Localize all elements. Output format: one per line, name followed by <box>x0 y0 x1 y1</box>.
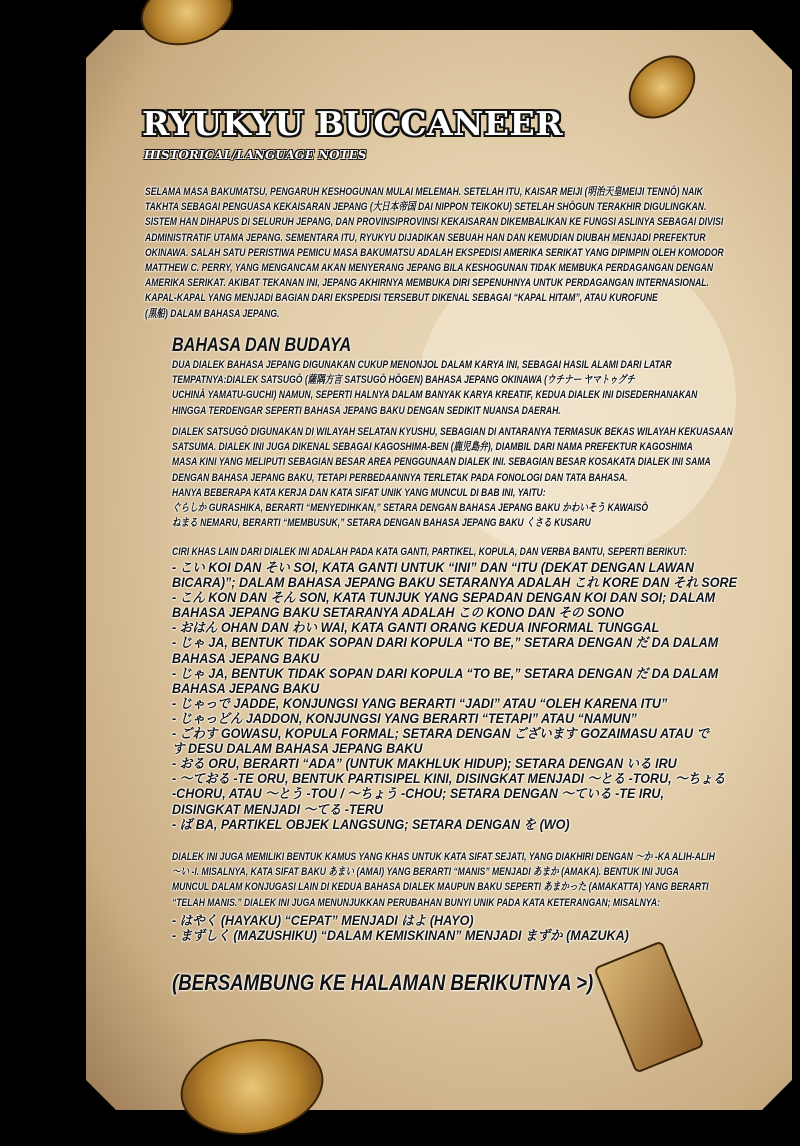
text-line: DIALEK INI JUGA MEMILIKI BENTUK KAMUS YANG KHAS UNTUK KATA SIFAT SEJATI, YANG DIAKHIRI DENGAN 〜か -KA ALIH-ALIH <box>172 851 715 863</box>
list-item: - こん KON DAN そん SON, KATA TUNJUK YANG SEPADAN DENGAN KOI DAN SOI; DALAM <box>172 590 716 606</box>
list-item: - ごわす GOWASU, KOPULA FORMAL; SETARA DENGAN ございます GOZAIMASU ATAU で <box>172 726 710 742</box>
text-line: SISTEM HAN DIHAPUS DI SELURUH JEPANG, DAN PROVINSIPROVINSI KEKAISARAN DIKEMBALIKAN KE FUNGSI ASLINYA SEBAGAI DIVISI <box>145 216 724 229</box>
text-line: 〜い -I. MISALNYA, KATA SIFAT BAKU あまい (AMAI) YANG BERARTI “MANIS” MENJADI あまか (AMAKA). BENTUK INI JUGA <box>172 866 679 879</box>
paragraph-1 <box>172 358 800 419</box>
paragraph-3-intro <box>172 545 800 560</box>
list-item: - はやく (HAYAKU) “CEPAT” MENJADI はよ (HAYO) <box>172 913 474 928</box>
list-item: DISINGKAT MENJADI 〜てる -TERU <box>172 801 384 817</box>
list-item: - じゃっどん JADDON, KONJUNGSI YANG BERARTI “TETAPI” ATAU “NAMUN” <box>172 710 637 726</box>
text-line: HANYA BEBERAPA KATA KERJA DAN KATA SIFAT UNIK YANG MUNCUL DI BAB INI, YAITU: <box>172 486 546 499</box>
list-item: BAHASA JEPANG BAKU <box>172 680 320 696</box>
text-line: DENGAN BAHASA JEPANG BAKU, TETAPI PERBEDAANNYA TERLETAK PADA FONOLOGI DAN TATA BAHASA. <box>172 471 628 484</box>
dialect-bullet-list <box>172 560 780 832</box>
text-line: ADMINISTRATIF UTAMA JEPANG. SEMENTARA ITU, RYUKYU DIJADIKAN SEBUAH HAN DAN KEMUDIAN DIUBAH MENJADI PREFEKTUR <box>145 231 706 244</box>
text-line: SATSUMA. DIALEK INI JUGA DIKENAL SEBAGAI KAGOSHIMA-BEN (鹿児島弁), DIAMBIL DARI NAMA PREFEKTUR KAGOSHIMA <box>172 441 693 454</box>
text-line: SELAMA MASA BAKUMATSU, PENGARUH KESHOGUNAN MULAI MELEMAH. SETELAH ITU, KAISAR MEIJI (明治天皇MEIJI TENNŌ) NAIK <box>145 186 703 198</box>
section-heading-wrap <box>172 335 383 357</box>
list-item: -CHORU, ATAU 〜とう -TOU / 〜ちょう -CHOU; SETARA DENGAN 〜ている -TE IRU, <box>172 786 664 802</box>
text-line: MATTHEW C. PERRY, YANG MENGANCAM AKAN MENYERANG JEPANG BILA KESHOGUNAN TIDAK MEMBUKA PERDAGANGAN DENGAN <box>145 262 714 275</box>
text-line: TEMPATNYA:DIALEK SATSUGŌ (薩隅方言 SATSUGŌ HŌGEN) BAHASA JEPANG OKINAWA (ウチナー ヤマトゥグチ <box>172 374 635 387</box>
list-item: - じゃ JA, BENTUK TIDAK SOPAN DARI KOPULA “TO BE,” SETARA DENGAN だ DA DALAM <box>172 635 719 651</box>
page-subtitle: HISTORICAL/LANGUAGE NOTES <box>144 148 367 162</box>
list-item: - じゃっで JADDE, KONJUNGSI YANG BERARTI “JADI” ATAU “OLEH KARENA ITU” <box>172 695 668 711</box>
text-line: ぐらしか GURASHIKA, BERARTI “MENYEDIHKAN,” SETARA DENGAN BAHASA JEPANG BAKU かわいそう KAWAISŌ <box>172 502 649 515</box>
list-item: BICARA)”; DALAM BAHASA JEPANG BAKU SETARANYA ADALAH これ KORE DAN それ SORE <box>172 575 737 591</box>
text-line: UCHINĀ YAMATU-GUCHI) NAMUN, SEPERTI HALNYA DALAM BANYAK KARYA KREATIF, KEDUA DIALEK INI DISEDERHANAKAN <box>172 389 698 402</box>
list-item: - こい KOI DAN そい SOI, KATA GANTI UNTUK “INI” DAN “ITU (DEKAT DENGAN LAWAN <box>172 560 694 575</box>
list-item: す DESU DALAM BAHASA JEPANG BAKU <box>172 741 423 757</box>
paragraph-2 <box>172 425 800 531</box>
text-line: (黒船) DALAM BAHASA JEPANG. <box>145 307 280 320</box>
text-line: KAPAL-KAPAL YANG MENJADI BAGIAN DARI EKSPEDISI TERSEBUT DIKENAL SEBAGAI “KAPAL HITAM”, ATAU KUROFUNE <box>145 292 658 305</box>
list-item: BAHASA JEPANG BAKU SETARANYA ADALAH この KONO DAN その SONO <box>172 605 624 621</box>
list-item: - おる ORU, BERARTI “ADA” (UNTUK MAKHLUK HIDUP); SETARA DENGAN いる IRU <box>172 756 677 772</box>
section-heading: BAHASA DAN BUDAYA <box>172 335 352 356</box>
list-item: - ば BA, PARTIKEL OBJEK LANGSUNG; SETARA DENGAN を (WO) <box>172 816 570 832</box>
text-line: DIALEK SATSUGŌ DIGUNAKAN DI WILAYAH SELATAN KYUSHU, SEBAGIAN DI ANTARANYA TERMASUK BEKAS WILAYAH KEKUASAAN <box>172 426 733 438</box>
continued-next-page-note: (BERSAMBUNG KE HALAMAN BERIKUTNYA >) <box>172 970 594 995</box>
paragraph-4 <box>172 850 800 911</box>
list-item: - まずしく (MAZUSHIKU) “DALAM KEMISKINAN” MENJADI まずか (MAZUKA) <box>172 928 629 944</box>
text-line: MUNCUL DALAM KONJUGASI LAIN DI KEDUA BAHASA DIALEK MAUPUN BAKU SEPERTI あまかった (AMAKATTA) YANG BERARTI <box>172 881 709 894</box>
text-line: MASA KINI YANG MELIPUTI SEBAGIAN BESAR AREA PENGGUNAAN DIALEK INI. SEBAGIAN BESAR KOSAKATA DIALEK INI SAMA <box>172 456 711 469</box>
list-item: BAHASA JEPANG BAKU <box>172 650 320 666</box>
text-line: TAKHTA SEBAGAI PENGUASA KEKAISARAN JEPANG (大日本帝国 DAI NIPPON TEIKOKU) SETELAH SHŌGUN TERAKHIR DIGULINGKAN. <box>145 201 707 214</box>
text-line: OKINAWA. SALAH SATU PERISTIWA PEMICU MASA BAKUMATSU ADALAH EKSPEDISI AMERIKA SERIKAT YANG DIPIMPIN OLEH KOMODOR <box>145 246 724 259</box>
adverb-bullet-list <box>172 913 663 943</box>
text-line: DUA DIALEK BAHASA JEPANG DIGUNAKAN CUKUP MENONJOL DALAM KARYA INI, SEBAGAI HASIL ALAMI DARI LATAR <box>172 359 672 371</box>
list-item: - じゃ JA, BENTUK TIDAK SOPAN DARI KOPULA “TO BE,” SETARA DENGAN だ DA DALAM <box>172 665 719 681</box>
list-item: - おはん OHAN DAN わい WAI, KATA GANTI ORANG KEDUA INFORMAL TUNGGAL <box>172 620 660 636</box>
intro-paragraph <box>145 185 800 322</box>
text-line: CIRI KHAS LAIN DARI DIALEK INI ADALAH PADA KATA GANTI, PARTIKEL, KOPULA, DAN VERBA BANTU, SEPERTI BERIKUT: <box>172 546 687 558</box>
text-line: AMERIKA SERIKAT. AKIBAT TEKANAN INI, JEPANG AKHIRNYA MEMBUKA DIRI SEPENUHNYA UNTUK PERDAGANGAN INTERNASIONAL. <box>145 277 709 290</box>
text-line: ねまる NEMARU, BERARTI “MEMBUSUK,” SETARA DENGAN BAHASA JEPANG BAKU くさる KUSARU <box>172 517 591 530</box>
text-line: “TELAH MANIS.” DIALEK INI JUGA MENUNJUKKAN PERUBAHAN BUNYI UNIK PADA KATA KETERANGAN; MISALNYA: <box>172 896 660 909</box>
text-line: HINGGA TERDENGAR SEPERTI BAHASA JEPANG BAKU DENGAN SEDIKIT NUANSA DAERAH. <box>172 404 561 417</box>
list-item: - 〜ておる -TE ORU, BENTUK PARTISIPEL KINI, DISINGKAT MENJADI 〜とる -TORU, 〜ちょる <box>172 771 726 787</box>
page-title: RYUKYU BUCCANEER <box>142 104 564 143</box>
